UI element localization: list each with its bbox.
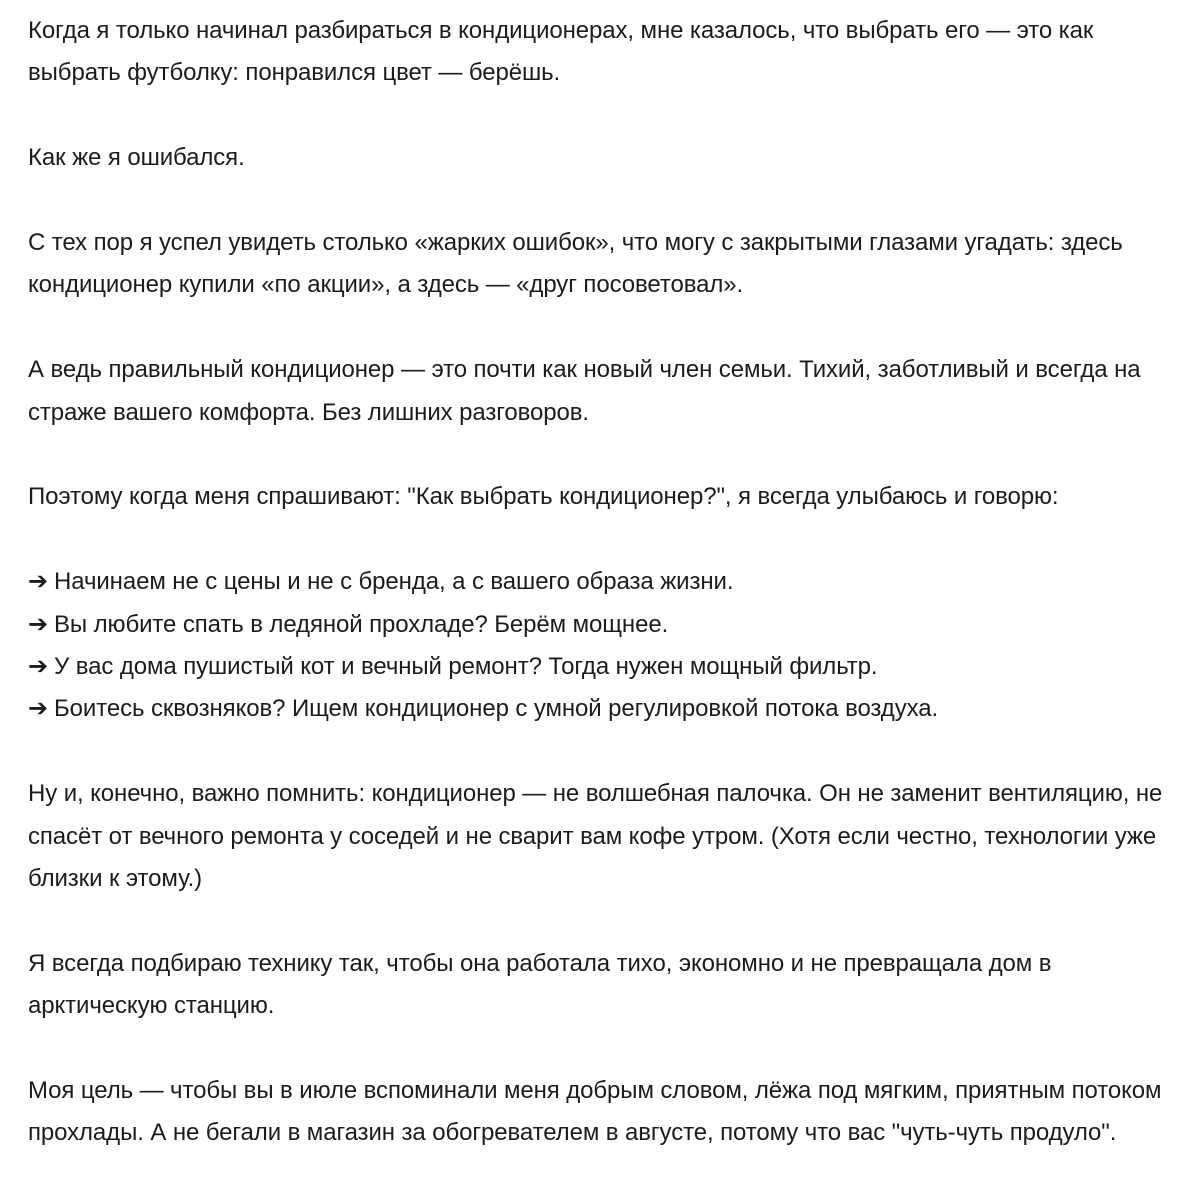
paragraph-not-magic-wand: Ну и, конечно, важно помнить: кондиционер — не волшебная палочка. Он не заменит вентиляцию, не спасёт от вечного ремонта у соседей и не сварит вам кофе утром. (Хотя если честно, технологии уже близки к этому.)	[28, 780, 1163, 893]
tips-list	[28, 561, 1188, 731]
arrow-right-icon: ➔	[28, 610, 49, 638]
paragraph-question: Поэтому когда меня спрашивают: "Как выбрать кондиционер?", я всегда улыбаюсь и говорю:	[28, 483, 1059, 511]
paragraph-family-member: А ведь правильный кондиционер — это почти как новый член семьи. Тихий, заботливый и всегда на страже вашего комфорта. Без лишних разговоров.	[28, 356, 1141, 426]
list-item-text: Вы любите спать в ледяной прохладе? Берём мощнее.	[54, 610, 669, 638]
paragraph-quiet-economical: Я всегда подбираю технику так, чтобы она работала тихо, экономно и не превращала дом в арктическую станцию.	[28, 949, 1052, 1020]
list-item-text: Начинаем не с цены и не с бренда, а с вашего образа жизни.	[54, 568, 734, 596]
list-item	[28, 604, 1188, 646]
paragraph-goal: Моя цель — чтобы вы в июле вспоминали меня добрым словом, лёжа под мягким, приятным потоком прохлады. А не бегали в магазин за обогревателем в августе, потому что вас "чуть-чуть продуло".	[28, 1077, 1162, 1147]
paragraph-hot-mistakes: С тех пор я успел увидеть столько «жарких ошибок», что могу с закрытыми глазами угадать: здесь кондиционер купили «по акции», а здесь — «друг посоветовал».	[28, 229, 1123, 299]
paragraph-mistake: Как же я ошибался.	[28, 144, 245, 172]
list-item	[28, 646, 1188, 688]
list-item-text: У вас дома пушистый кот и вечный ремонт? Тогда нужен мощный фильтр.	[54, 653, 878, 681]
arrow-right-icon: ➔	[28, 568, 49, 596]
arrow-right-icon: ➔	[28, 695, 49, 723]
list-item	[28, 688, 1188, 730]
arrow-right-icon: ➔	[28, 653, 49, 681]
list-item	[28, 561, 1188, 603]
list-item-text: Боитесь сквозняков? Ищем кондиционер с умной регулировкой потока воздуха.	[54, 695, 939, 723]
document-body	[28, 10, 1188, 1155]
paragraph-intro: Когда я только начинал разбираться в кондиционерах, мне казалось, что выбрать его — это как выбрать футболку: понравился цвет — берёшь.	[28, 17, 1094, 87]
